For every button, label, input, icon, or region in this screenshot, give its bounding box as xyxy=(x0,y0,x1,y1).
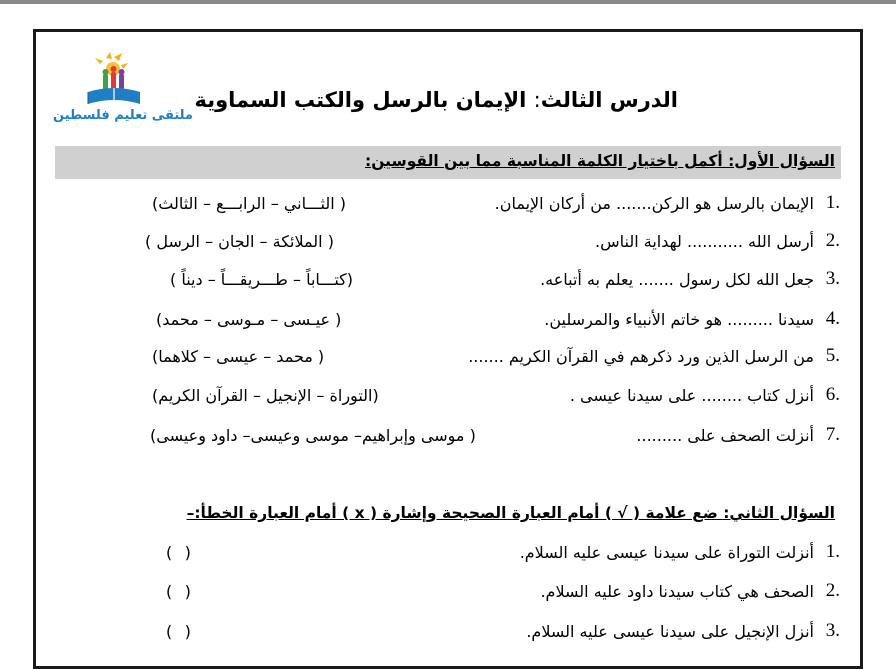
item-options: ( الثـــاني – الرابـــع – الثالث) xyxy=(152,194,347,213)
item-number: 2. xyxy=(825,580,840,601)
question-2-item xyxy=(140,580,840,608)
lesson-title-main: الإيمان بالرسل والكتب السماوية xyxy=(194,88,534,112)
question-1-heading: السؤال الأول: أكمل باختيار الكلمة المناسبة مما بين القوسين: xyxy=(365,152,835,170)
lesson-title xyxy=(194,88,678,112)
item-options: ( الملائكة – الجان – الرسل ) xyxy=(145,232,334,251)
item-text: أنزلت التوراة على سيدنا عيسى عليه السلام. xyxy=(519,543,814,562)
item-text: أرسل الله ........... لهداية الناس. xyxy=(595,232,814,251)
item-number: 3. xyxy=(825,268,840,289)
logo xyxy=(48,52,198,132)
answer-box[interactable]: ( ) xyxy=(164,543,193,562)
question-2-header xyxy=(155,498,841,528)
item-text: الإيمان بالرسل هو الركن....... من أركان الإيمان. xyxy=(494,194,814,213)
item-number: 1. xyxy=(825,541,840,562)
lesson-title-prefix: الدرس الثالث xyxy=(540,88,678,112)
question-1-item xyxy=(140,384,840,412)
item-number: 7. xyxy=(825,424,840,445)
item-text: أنزل كتاب ........ على سيدنا عيسى . xyxy=(569,386,814,405)
item-text: سيدنا ......... هو خاتم الأنبياء والمرسلين. xyxy=(544,310,814,329)
item-options: (كتـــاباً – طـــريقـــاً – ديناً ) xyxy=(170,270,354,289)
question-1-item xyxy=(140,268,840,296)
item-text: جعل الله لكل رسول ....... يعلم به أتباعه. xyxy=(540,270,814,289)
question-1-item xyxy=(140,308,840,336)
question-1-item xyxy=(140,424,840,452)
answer-box[interactable]: ( ) xyxy=(164,622,193,641)
item-number: 3. xyxy=(825,620,840,641)
question-2-item xyxy=(140,620,840,648)
item-number: 6. xyxy=(825,384,840,405)
lesson-title-separator: : xyxy=(533,88,541,112)
item-options: ( موسى وإبراهيم– موسى وعيسى– داود وعيسى) xyxy=(150,426,476,445)
item-text: الصحف هي كتاب سيدنا داود عليه السلام. xyxy=(540,582,814,601)
item-options: ( عيـسى – مـوسى – محمد) xyxy=(156,310,342,329)
answer-box[interactable]: ( ) xyxy=(164,582,193,601)
question-1-item xyxy=(140,192,840,220)
question-1-header xyxy=(55,146,841,179)
item-text: من الرسل الذين ورد ذكرهم في القرآن الكريم ....... xyxy=(468,347,814,366)
item-options: (التوراة – الإنجيل – القرآن الكريم) xyxy=(152,386,379,405)
top-divider xyxy=(0,0,896,4)
item-number: 5. xyxy=(825,345,840,366)
item-text: أنزل الإنجيل على سيدنا عيسى عليه السلام. xyxy=(526,622,814,641)
question-1-item xyxy=(140,345,840,373)
item-options: ( محمد – عيسى – كلاهما) xyxy=(152,347,325,366)
logo-text: ملتقى تعليم فلسطين xyxy=(53,108,193,123)
question-2-heading: السؤال الثاني: ضع علامة ( √ ) أمام العبارة الصحيحة وإشارة ( x ) أمام العبارة الخطأ:– xyxy=(186,504,835,522)
question-1-item xyxy=(140,230,840,258)
item-number: 2. xyxy=(825,230,840,251)
item-number: 1. xyxy=(825,192,840,213)
item-text: أنزلت الصحف على ......... xyxy=(636,426,814,445)
question-2-item xyxy=(140,541,840,569)
item-number: 4. xyxy=(825,308,840,329)
book-logo-icon xyxy=(48,52,198,112)
